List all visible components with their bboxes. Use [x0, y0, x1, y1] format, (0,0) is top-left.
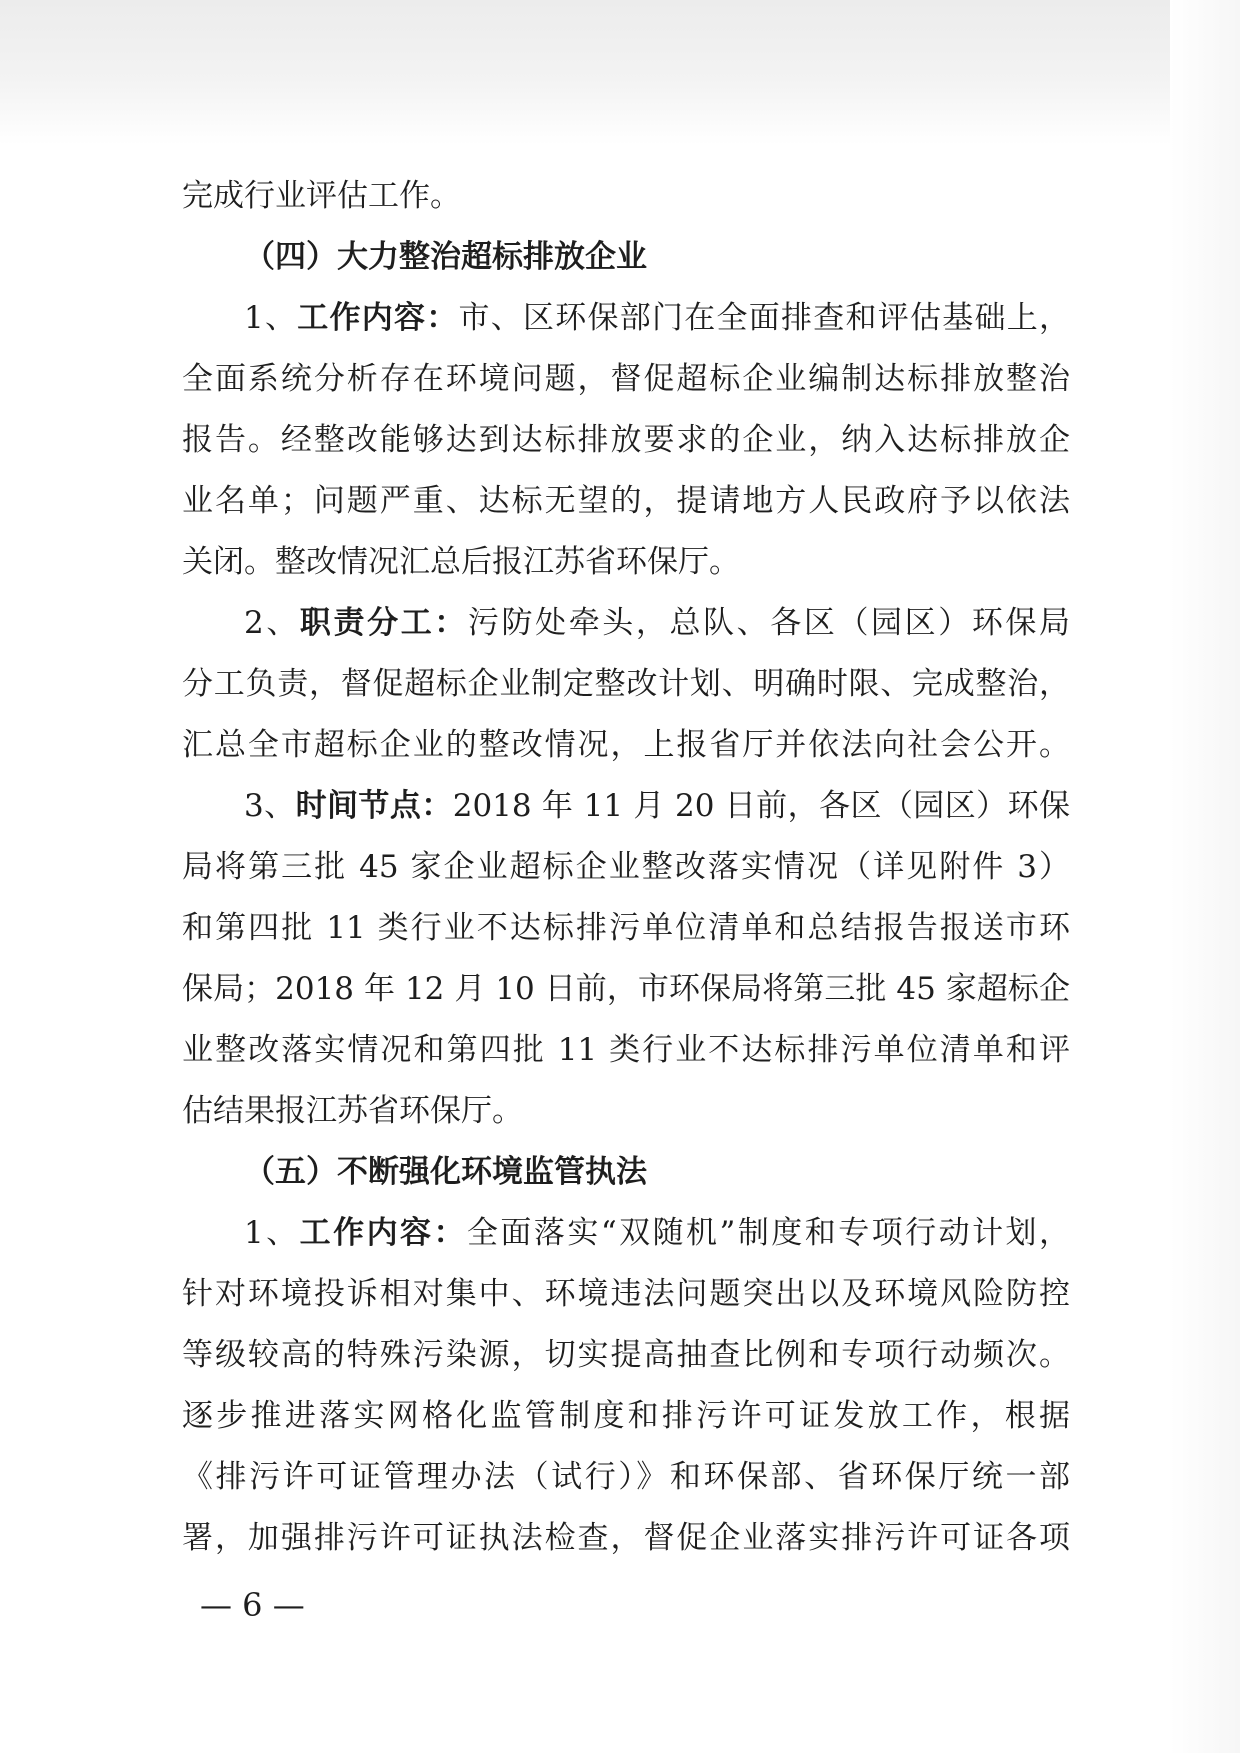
paragraph-line: 业名单；问题严重、达标无望的，提请地方人民政府予以依法 [182, 483, 1070, 519]
paragraph-line: 保局；2018 年 12 月 10 日前，市环保局将第三批 45 家超标企 [182, 971, 1070, 1007]
paragraph-line: 全面系统分析存在环境问题，督促超标企业编制达标排放整治 [182, 361, 1070, 397]
item-label: 工作内容： [299, 1215, 467, 1251]
scan-shadow [0, 0, 1240, 145]
paragraph-line: 汇总全市超标企业的整改情况，上报省厅并依法向社会公开。 [182, 727, 1070, 763]
item-line [182, 593, 1070, 654]
paragraph-line: 局将第三批 45 家企业超标企业整改落实情况（详见附件 3） [182, 849, 1070, 885]
item-label: 工作内容： [297, 300, 459, 336]
item-text: 2018 年 11 月 20 日前，各区（园区）环保 [452, 788, 1070, 824]
scan-edge [1170, 0, 1240, 1753]
item-number: 1、 [244, 300, 298, 336]
item-text: 污防处牵头，总队、各区（园区）环保局 [467, 605, 1071, 641]
paragraph-line: 关闭。整改情况汇总后报江苏省环保厅。 [182, 544, 740, 580]
item-line [182, 776, 1070, 837]
item-line [182, 1203, 1070, 1264]
item-label: 职责分工： [299, 605, 468, 641]
paragraph-line: 完成行业评估工作。 [182, 178, 461, 214]
paragraph-line: 《排污许可证管理办法（试行）》和环保部、省环保厅统一部 [182, 1459, 1070, 1495]
item-number: 2、 [244, 605, 300, 641]
item-line [182, 288, 1070, 349]
item-number: 1、 [244, 1215, 300, 1251]
item-text: 全面落实“双随机”制度和专项行动计划， [466, 1215, 1070, 1251]
paragraph-line: 分工负责，督促超标企业制定整改计划、明确时限、完成整治， [182, 666, 1070, 702]
section-heading-5: （五）不断强化环境监管执法 [244, 1154, 647, 1190]
paragraph-line: 署，加强排污许可证执法检查，督促企业落实排污许可证各项 [182, 1520, 1070, 1556]
paragraph-line: 业整改落实情况和第四批 11 类行业不达标排污单位清单和评 [182, 1032, 1070, 1068]
item-number: 3、 [244, 788, 296, 824]
page-number: — 6 — [200, 1586, 305, 1624]
paragraph-line: 针对环境投诉相对集中、环境违法问题突出以及环境风险防控 [182, 1276, 1070, 1312]
item-text: 市、区环保部门在全面排查和评估基础上， [458, 300, 1071, 336]
document-page [182, 166, 1070, 1569]
section-heading-4: （四）大力整治超标排放企业 [244, 239, 647, 275]
paragraph-line: 和第四批 11 类行业不达标排污单位清单和总结报告报送市环 [182, 910, 1070, 946]
paragraph-line: 逐步推进落实网格化监管制度和排污许可证发放工作，根据 [182, 1398, 1070, 1434]
paragraph-line: 估结果报江苏省环保厅。 [182, 1093, 523, 1129]
item-label: 时间节点： [295, 788, 453, 824]
paragraph-line: 报告。经整改能够达到达标排放要求的企业，纳入达标排放企 [182, 422, 1070, 458]
paragraph-line: 等级较高的特殊污染源，切实提高抽查比例和专项行动频次。 [182, 1337, 1070, 1373]
